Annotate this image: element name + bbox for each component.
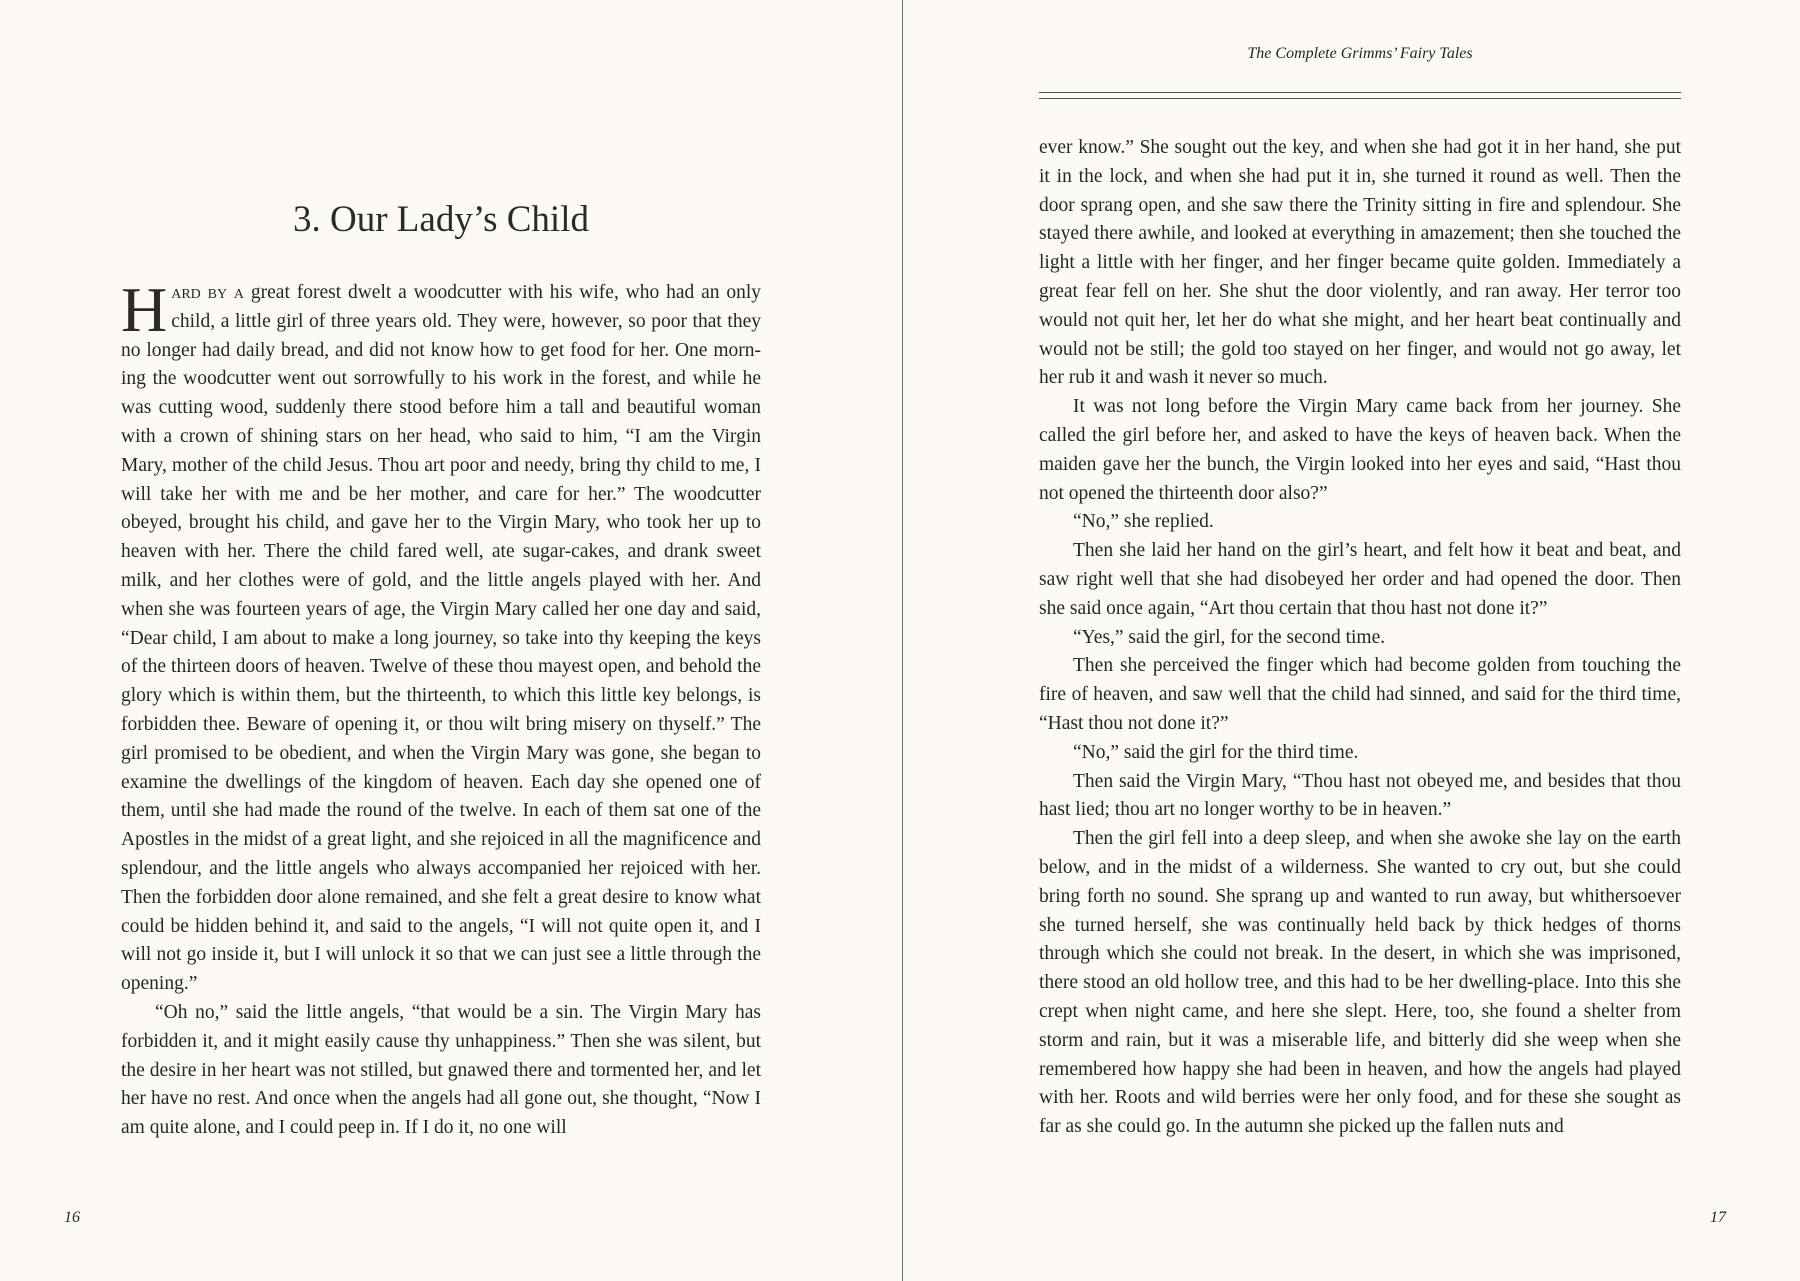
chapter-title: 3. Our Lady’s Child (293, 199, 589, 240)
paragraph: “Yes,” said the girl, for the second time. (1073, 626, 1386, 648)
paragraph: “Oh no,” said the little angels, “that would be a sin. The Virgin Mary has forbidden it, and it might easily cause thy unhappiness.” Then she was silent, but the desire in her heart was not stilled, but gnawed there and tormented her, and let her have no rest. And once when the angels had all gone out, she thought, “Now I am quite alone, and I could peep in. If I do it, no one will (121, 1001, 761, 1139)
left-page-body (121, 274, 762, 1143)
page-number: 17 (1710, 1209, 1726, 1226)
page-number: 16 (64, 1209, 80, 1226)
drop-cap: H (121, 274, 168, 345)
paragraph: “No,” said the girl for the third time. (1073, 741, 1359, 763)
paragraph: “No,” she replied. (1073, 511, 1214, 533)
right-page-body (1039, 134, 1681, 1142)
paragraph: Then she perceived the finger which had become golden from touching the fire of heaven, and saw well that the child had sinned, and said for the third time, “Hast thou not done it?” (1039, 655, 1681, 734)
book-spine-divider (902, 0, 903, 1281)
paragraph (121, 274, 762, 999)
header-double-rule (1039, 92, 1681, 99)
paragraph: ever know.” She sought out the key, and when she had got it in her hand, she put it in the lock, and when she had put it in, she turned it round as well. Then the door sprang open, and she saw there the Trinity sitting in fire and splendour. She stayed there awhile, and looked at everything in amazement; then she touched the light a little with her finger, and her finger became quite golden. Immediately a great fear fell on her. She shut the door violently, and ran away. Her terror too would not quit her, let her do what she might, and her heart beat continually and would not be still; the gold too stayed on her finger, and would not go away, let her rub it and wash it never so much. (1039, 137, 1681, 389)
paragraph: Then said the Virgin Mary, “Thou hast not obeyed me, and besides that thou hast lied; thou art no longer worthy to be in heaven.” (1039, 770, 1681, 821)
paragraph-text: great forest dwelt a woodcutter with his wife, who had an only child, a little girl of three years old. They were, however, so poor that they no longer had daily bread, and did not know how to get food for her. One morning the woodcutter went out sorrowfully to his work in the forest, and while he was cutting wood, suddenly there stood before him a tall and beautiful woman with a crown of shining stars on her head, who said to him, “I am the Virgin Mary, mother of the child Jesus. Thou art poor and needy, bring thy child to me, I will take her with me and be her mother, and care for her.” The woodcutter obeyed, brought his child, and gave her to the Virgin Mary, who took her up to heaven with her. There the child fared well, ate sugar-cakes, and drank sweet milk, and her clothes were of gold, and the little angels played with her. And when she was fourteen years of age, the Virgin Mary called her one day and said, “Dear child, I am about to make a long journey, so take into thy keeping the keys of the thirteen doors of heaven. Twelve of these thou mayest open, and behold the glory which is within them, but the thirteenth, to which this little key belongs, is forbidden thee. Beware of opening it, or thou wilt bring misery on thyself.” The girl promised to be obedient, and when the Virgin Mary was gone, she began to examine the dwellings of the kingdom of heaven. Each day she opened one of them, until she had made the round of the twelve. In each of them sat one of the Apostles in the midst of a great light, and she rejoiced in all the magnificence and splendour, and the little angels who always accompanied her rejoiced with her. Then the forbidden door alone remained, and she felt a great desire to know what could be hidden behind it, and said to the angels, “I will not quite open it, and I will not go inside it, but I will unlock it so that we can just see a little through the opening.” (121, 282, 762, 995)
opening-small-caps: ard by a (171, 282, 245, 303)
paragraph: Then the girl fell into a deep sleep, and when she awoke she lay on the earth below, and in the midst of a wilderness. She wanted to cry out, but she could bring forth no sound. She sprang up and wanted to run away, but whithersoever she turned herself, she was continually held back by thick hedges of thorns through which she could not break. In the desert, in which she was imprisoned, there stood an old hollow tree, and this had to be her dwelling-place. Into this she crept when night came, and here she slept. Here, too, she found a shelter from storm and rain, but it was a miserable life, and bitterly did she weep when she remembered how happy she had been in heaven, and how the angels had played with her. Roots and wild berries were her only food, and for these she sought as far as she could go. In the autumn she picked up the fallen nuts and (1039, 828, 1681, 1138)
right-page (904, 0, 1800, 1281)
paragraph: It was not long before the Virgin Mary came back from her journey. She called the girl before her, and asked to have the keys of heaven back. When the maiden gave her the bunch, the Virgin looked into her eyes and said, “Hast thou not opened the thirteenth door also?” (1039, 396, 1681, 504)
running-head: The Complete Grimms’ Fairy Tales (1247, 45, 1473, 62)
paragraph: Then she laid her hand on the girl’s heart, and felt how it beat and beat, and saw right well that she had disobeyed her order and had opened the door. Then she said once again, “Art thou certain that thou hast not done it?” (1039, 540, 1681, 619)
